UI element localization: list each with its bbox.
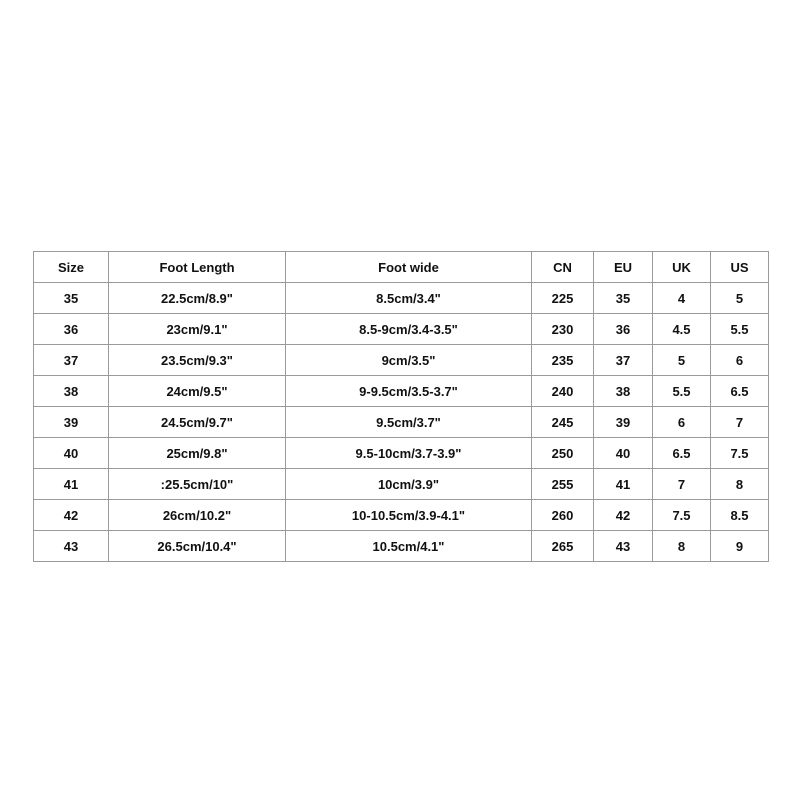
cell-uk: 4: [653, 283, 711, 314]
header-cn: CN: [532, 252, 594, 283]
cell-cn: 225: [532, 283, 594, 314]
cell-us: 9: [711, 531, 769, 562]
cell-uk: 7.5: [653, 500, 711, 531]
cell-cn: 245: [532, 407, 594, 438]
cell-size: 35: [34, 283, 109, 314]
cell-foot-length: :25.5cm/10": [109, 469, 286, 500]
cell-foot-length: 24.5cm/9.7": [109, 407, 286, 438]
cell-foot-wide: 8.5cm/3.4": [286, 283, 532, 314]
header-size: Size: [34, 252, 109, 283]
cell-eu: 35: [594, 283, 653, 314]
table-row: [34, 531, 769, 562]
cell-size: 36: [34, 314, 109, 345]
cell-foot-length: 22.5cm/8.9": [109, 283, 286, 314]
cell-us: 7: [711, 407, 769, 438]
cell-size: 37: [34, 345, 109, 376]
cell-foot-length: 23cm/9.1": [109, 314, 286, 345]
cell-foot-length: 23.5cm/9.3": [109, 345, 286, 376]
table-row: [34, 283, 769, 314]
cell-foot-wide: 10.5cm/4.1": [286, 531, 532, 562]
header-row: [34, 252, 769, 283]
cell-size: 40: [34, 438, 109, 469]
cell-eu: 40: [594, 438, 653, 469]
cell-foot-wide: 9.5-10cm/3.7-3.9": [286, 438, 532, 469]
cell-cn: 230: [532, 314, 594, 345]
cell-foot-wide: 8.5-9cm/3.4-3.5": [286, 314, 532, 345]
cell-size: 38: [34, 376, 109, 407]
cell-foot-wide: 9cm/3.5": [286, 345, 532, 376]
cell-eu: 37: [594, 345, 653, 376]
cell-us: 6: [711, 345, 769, 376]
cell-foot-length: 25cm/9.8": [109, 438, 286, 469]
table-row: [34, 407, 769, 438]
cell-us: 7.5: [711, 438, 769, 469]
cell-eu: 36: [594, 314, 653, 345]
cell-eu: 38: [594, 376, 653, 407]
header-uk: UK: [653, 252, 711, 283]
cell-uk: 7: [653, 469, 711, 500]
cell-eu: 42: [594, 500, 653, 531]
cell-cn: 235: [532, 345, 594, 376]
cell-us: 8: [711, 469, 769, 500]
header-foot-length: Foot Length: [109, 252, 286, 283]
cell-size: 42: [34, 500, 109, 531]
cell-uk: 4.5: [653, 314, 711, 345]
cell-size: 41: [34, 469, 109, 500]
cell-us: 6.5: [711, 376, 769, 407]
table-row: [34, 376, 769, 407]
header-foot-wide: Foot wide: [286, 252, 532, 283]
header-us: US: [711, 252, 769, 283]
cell-foot-length: 26.5cm/10.4": [109, 531, 286, 562]
cell-cn: 260: [532, 500, 594, 531]
cell-cn: 250: [532, 438, 594, 469]
table-row: [34, 345, 769, 376]
cell-foot-wide: 10-10.5cm/3.9-4.1": [286, 500, 532, 531]
cell-uk: 5.5: [653, 376, 711, 407]
table-row: [34, 469, 769, 500]
cell-foot-length: 26cm/10.2": [109, 500, 286, 531]
table-row: [34, 438, 769, 469]
cell-uk: 8: [653, 531, 711, 562]
cell-us: 5.5: [711, 314, 769, 345]
cell-uk: 6: [653, 407, 711, 438]
table-body: [34, 283, 769, 562]
cell-us: 8.5: [711, 500, 769, 531]
cell-foot-wide: 9.5cm/3.7": [286, 407, 532, 438]
cell-foot-wide: 9-9.5cm/3.5-3.7": [286, 376, 532, 407]
header-eu: EU: [594, 252, 653, 283]
cell-us: 5: [711, 283, 769, 314]
table-row: [34, 314, 769, 345]
cell-eu: 43: [594, 531, 653, 562]
cell-eu: 41: [594, 469, 653, 500]
cell-foot-length: 24cm/9.5": [109, 376, 286, 407]
cell-size: 43: [34, 531, 109, 562]
cell-uk: 5: [653, 345, 711, 376]
cell-size: 39: [34, 407, 109, 438]
cell-cn: 265: [532, 531, 594, 562]
table-row: [34, 500, 769, 531]
size-chart-table: [33, 251, 769, 562]
cell-eu: 39: [594, 407, 653, 438]
cell-cn: 240: [532, 376, 594, 407]
cell-foot-wide: 10cm/3.9": [286, 469, 532, 500]
cell-cn: 255: [532, 469, 594, 500]
cell-uk: 6.5: [653, 438, 711, 469]
